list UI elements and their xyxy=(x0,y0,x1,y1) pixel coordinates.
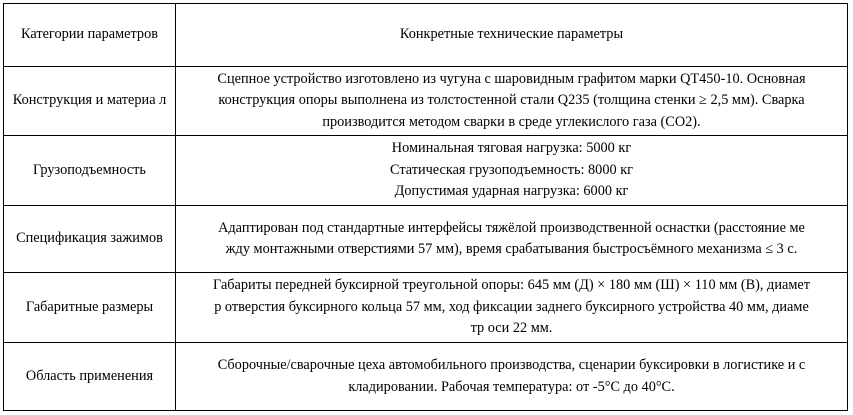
category-cell: Габаритные размеры xyxy=(4,273,176,343)
value-line: тр оси 22 мм. xyxy=(470,320,553,337)
header-values-cell: Конкретные технические параметры xyxy=(176,4,848,67)
value-line: Адаптирован под стандартные интерфейсы тяжёлой производственной оснастки (расстояние ме xyxy=(218,219,805,236)
category-cell: Конструкция и материа л xyxy=(4,67,176,136)
category-cell: Область применения xyxy=(4,343,176,411)
value-line: Сцепное устройство изготовлено из чугуна с шаровидным графитом марки QT450-10. Основная xyxy=(217,70,806,87)
value-line: Статическая грузоподъемность: 8000 кг xyxy=(389,161,634,178)
value-cell xyxy=(176,67,848,136)
value-line: Допустимая ударная нагрузка: 6000 кг xyxy=(394,183,629,200)
table-row-dimensions xyxy=(4,273,848,343)
value-line: Сборочные/сварочные цеха автомобильного производства, сценарии буксировки в логистике и с xyxy=(217,357,806,373)
value-line: кладировании. Рабочая температура: от -5°C до 40°C. xyxy=(348,378,675,395)
value-line: производится методом сварки в среде углекислого газа (CO2). xyxy=(322,113,701,130)
value-cell xyxy=(176,273,848,343)
category-cell: Спецификация зажимов xyxy=(4,206,176,273)
table-row-application-area xyxy=(4,343,848,411)
value-cell xyxy=(176,206,848,273)
value-cell xyxy=(176,136,848,206)
value-line: жду монтажными отверстиями 57 мм), время срабатывания быстросъёмного механизма ≤ 3 с. xyxy=(225,241,798,257)
value-cell xyxy=(176,343,848,411)
value-line: Номинальная тяговая нагрузка: 5000 кг xyxy=(391,140,632,157)
table-row-load-capacity xyxy=(4,136,848,206)
category-cell: Грузоподъемность xyxy=(4,136,176,206)
table-row-clamp-specification xyxy=(4,206,848,273)
value-line: конструкция опоры выполнена из толстостенной стали Q235 (толщина стенки ≥ 2,5 мм). Сварка xyxy=(218,92,805,109)
technical-parameters-table xyxy=(3,3,848,411)
value-line: р отверстия буксирного кольца 57 мм, ход фиксации заднего буксирного устройства 40 мм, диаме xyxy=(214,298,809,315)
header-category-cell: Категории параметров xyxy=(4,4,176,67)
table-row-construction-material xyxy=(4,67,848,136)
value-line: Габариты передней буксирной треугольной опоры: 645 мм (Д) × 180 мм (Ш) × 110 мм (В), диамет xyxy=(213,277,810,294)
table-header-row xyxy=(4,4,848,67)
